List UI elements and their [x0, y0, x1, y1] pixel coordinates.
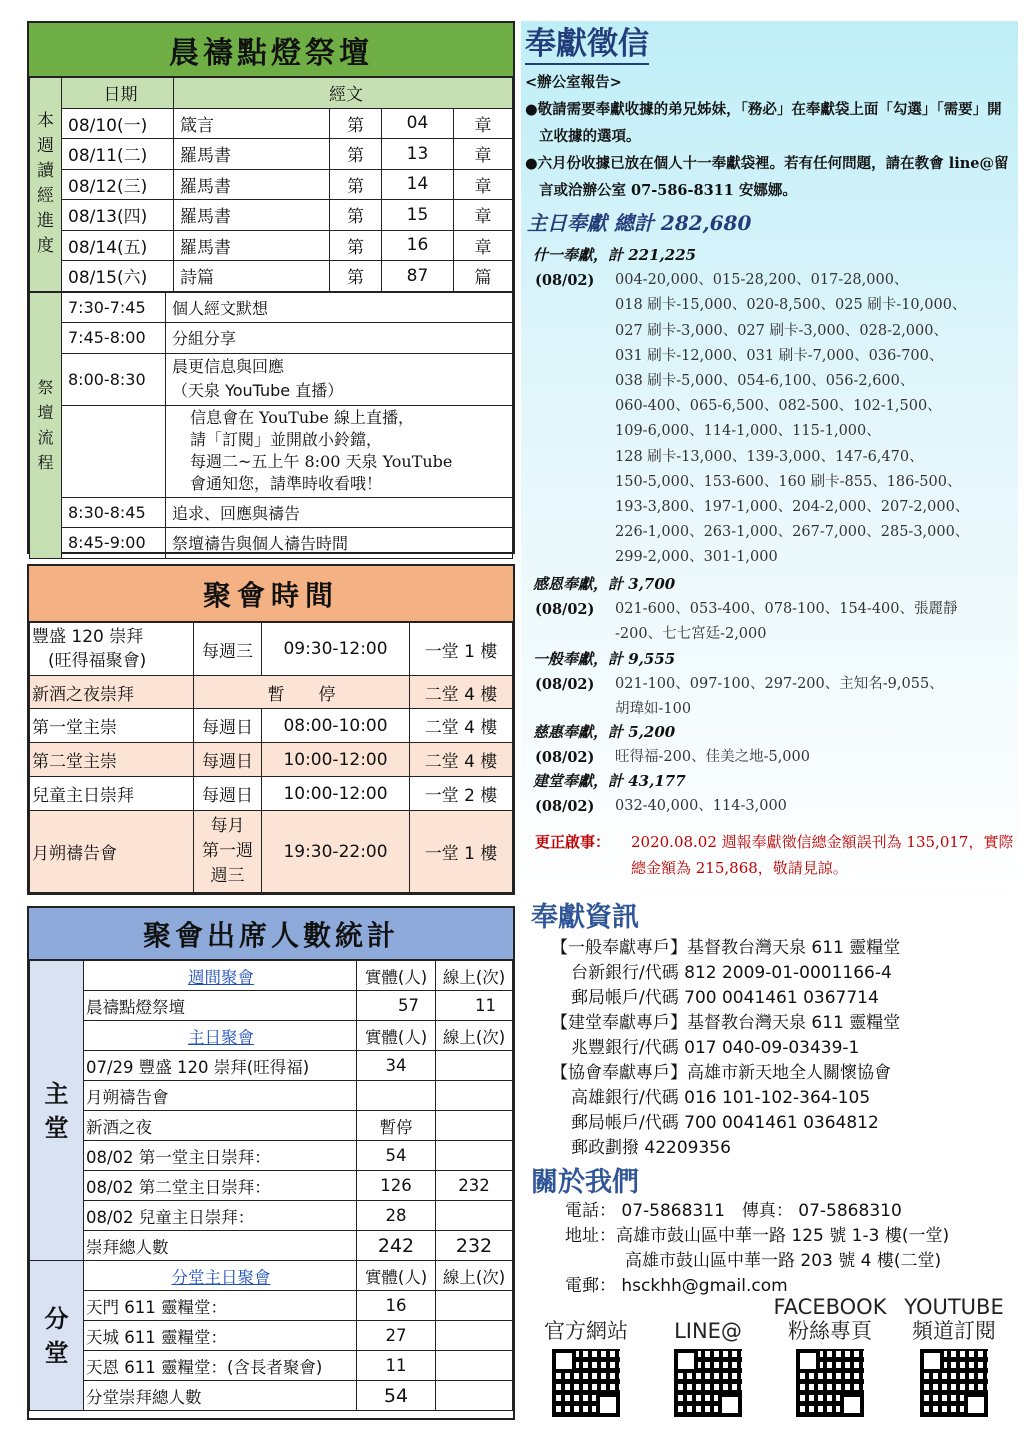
flow-time: 7:45-8:00 [62, 323, 166, 354]
about-title: 關於我們 [531, 1167, 639, 1198]
reading-title: 晨禱點燈祭壇 [29, 23, 513, 77]
qr-code-icon [552, 1349, 620, 1417]
attendance-row: 天恩 611 靈糧堂：(含長者聚會) 11 [30, 1351, 513, 1381]
tithe-line: 038 刷卡-5,000、054-6,100、056-2,600、 [615, 373, 915, 390]
qr-code-icon [796, 1349, 864, 1417]
attendance-panel [27, 906, 515, 1420]
meeting-row: 第一堂主崇 每週日 08:00-10:00 二堂 4 樓 [30, 709, 513, 743]
branch-church-label: 分 堂 [30, 1261, 84, 1411]
col-date-header: 日期 [62, 78, 174, 109]
tithe-line: 150-5,000、153-600、160 刷卡-855、186-500、 [615, 473, 962, 490]
tithe-line: 226-1,000、263-1,000、267-7,000、285-3,000、 [615, 524, 970, 541]
branch-header: 分堂主日聚會 [84, 1261, 357, 1291]
flow-item: 追求、回應與禱告 [166, 497, 513, 528]
reading-row: 08/10(一) 箴言 第 04 章 [30, 108, 513, 139]
tithe-line: 018 刷卡-15,000、020-8,500、025 刷卡-10,000、 [615, 297, 967, 314]
flow-time: 7:30-7:45 [62, 292, 166, 323]
attendance-row: 晨禱點燈祭壇 57 11 [30, 991, 513, 1021]
attendance-total-row: 崇拜總人數 242 232 [30, 1231, 513, 1261]
reading-row: 08/12(三) 羅馬書 第 14 章 [30, 169, 513, 200]
qr-website[interactable]: 官方網站 [531, 1291, 641, 1417]
attendance-row: 08/02 第二堂主日崇拜： 126 232 [30, 1171, 513, 1201]
qr-line[interactable]: LINE@ [653, 1291, 763, 1417]
attendance-row: 08/02 第一堂主日崇拜： 54 [30, 1141, 513, 1171]
meetings-panel [27, 564, 515, 895]
reading-row: 08/14(五) 羅馬書 第 16 章 [30, 230, 513, 261]
qr-codes [531, 1291, 1017, 1441]
donation-accounts: 【一般奉獻專戶】基督教台灣天泉 611 靈糧堂 台新銀行/代碼 812 2009-01-0001166-4 郵局帳戶/代碼 700 0041461 0367714 【建堂奉獻專戶】基督教台灣天泉 611 靈糧堂 兆豐銀行/代碼 017 040-09-03439-1 【協會奉獻專戶】高雄市新天地全人關懷協會 高雄銀行/代碼 016 101-102-364-105 郵局帳戶/代碼 700 0041461 0364812 郵政劃撥 42209356 [551, 938, 901, 1158]
thanks-section: 感恩奉獻，計 3,700 (08/02) 021-600、053-400、078-100、154-400、張麗靜 -200、七七宮廷-2,000 [533, 575, 958, 643]
general-section: 一般奉獻，計 9,555 (08/02) 021-100、097-100、297-200、主知名-9,055、 胡瑋如-100 [533, 650, 944, 718]
attendance-row: 08/02 兒童主日崇拜： 28 [30, 1201, 513, 1231]
reading-panel [27, 21, 515, 554]
tithe-line: 299-2,000、301-1,000 [615, 549, 778, 566]
tithe-line: 027 刷卡-3,000、027 刷卡-3,000、028-2,000、 [615, 322, 948, 339]
attendance-table: 主 堂 週間聚會 實體(人) 線上(次) 晨禱點燈祭壇 57 11 主日聚會 實體(人) 線上(次) 07/29 豐盛 120 崇拜(旺得福) 34 月朔禱告會 新酒之夜 暫停 08/02 第一堂主日崇拜： 54 08/02 第二堂主日崇拜： 126 232 08/02 兒童主日崇拜： 28 崇拜總人數 242 232 分 堂 分堂主日聚會 實體(人) 線上(次) 天門 611 靈糧堂： 16 天城 611 靈糧堂： 27 天恩 611 靈糧堂：(含長者聚會) 11 分堂崇拜總人數 54 [29, 960, 513, 1411]
attendance-row: 新酒之夜 暫停 [30, 1111, 513, 1141]
tithe-line: 109-6,000、114-1,000、115-1,000、 [615, 423, 881, 440]
attendance-row: 07/29 豐盛 120 崇拜(旺得福) 34 [30, 1051, 513, 1081]
reading-table [29, 77, 513, 292]
reading-row: 08/13(四) 羅馬書 第 15 章 [30, 200, 513, 231]
qr-facebook[interactable]: FACEBOOK 粉絲專頁 [775, 1291, 885, 1417]
qr-code-icon [674, 1349, 742, 1417]
flow-table [29, 292, 513, 559]
contact-info: 電話： 07-5868311 傳真： 07-5868310 地址：高雄市鼓山區中華一路 125 號 1-3 樓(一堂) 高雄市鼓山區中華一路 203 號 4 樓(二堂) 電郵： hsckhh@gmail.com [565, 1201, 950, 1296]
office-report: <辦公室報告> ●敬請需要奉獻收據的弟兄姊妹，「務必」在奉獻袋上面「勾選」「需要」開立收據的選項。 ●六月份收據已放在個人十一奉獻袋裡。若有任何問題，請在教會 line@留言或洽辦公室 07-586-8311 安娜娜。 [525, 74, 1009, 199]
reading-row: 08/15(六) 詩篇 第 87 篇 [30, 261, 513, 292]
reading-row: 08/11(二) 羅馬書 第 13 章 [30, 139, 513, 170]
attendance-title: 聚會出席人數統計 [29, 908, 513, 960]
flow-item: 祭壇禱告與個人禱告時間 [166, 528, 513, 559]
meeting-row: 第二堂主崇 每週日 10:00-12:00 二堂 4 樓 [30, 743, 513, 777]
building-section: 建堂奉獻，計 43,177 (08/02) 032-40,000、114-3,000 [533, 772, 787, 816]
tithe-line: 128 刷卡-13,000、139-3,000、147-6,470、 [615, 448, 924, 465]
reading-side-label: 本 週 讀 經 進 度 [30, 78, 62, 292]
meetings-title: 聚會時間 [29, 566, 513, 622]
flow-time: 8:00-8:30 [62, 353, 166, 405]
right-column [521, 21, 1018, 1441]
qr-code-icon [920, 1349, 988, 1417]
charity-section: 慈惠奉獻，計 5,200 (08/02) 旺得福-200、佳美之地-5,000 [533, 723, 810, 767]
meeting-row: 豐盛 120 崇拜 (旺得福聚會) 每週三 09:30-12:00 一堂 1 樓 [30, 623, 513, 676]
tithe-line: 004-20,000、015-28,200、017-28,000、 [615, 272, 909, 289]
weekly-header: 週間聚會 [84, 961, 357, 991]
correction-notice: 更正啟事： 2020.08.02 週報奉獻徵信總金額誤刊為 135,017，實際總金額為 215,868，敬請見諒。 [535, 833, 1014, 877]
qr-youtube[interactable]: YOUTUBE 頻道訂閱 [899, 1291, 1009, 1417]
sunday-offering-total: 主日奉獻 總計 282,680 [527, 211, 752, 235]
youtube-note: 信息會在 YouTube 線上直播， 請「訂閱」並開啟小鈴鐺， 每週二~五上午 8:00 天泉 YouTube 會通知您，請準時收看哦！ [166, 405, 513, 497]
branch-total-row: 分堂崇拜總人數 54 [30, 1381, 513, 1411]
sunday-header: 主日聚會 [84, 1021, 357, 1051]
flow-item: 晨更信息與回應 （天泉 YouTube 直播） [166, 353, 513, 405]
attendance-row: 月朔禱告會 [30, 1081, 513, 1111]
meeting-row: 新酒之夜崇拜 暫 停 二堂 4 樓 [30, 676, 513, 709]
col-text-header: 經文 [174, 78, 513, 109]
attendance-row: 天門 611 靈糧堂： 16 [30, 1291, 513, 1321]
flow-time: 8:45-9:00 [62, 528, 166, 559]
tithe-line: 193-3,800、197-1,000、204-2,000、207-2,000、 [615, 499, 970, 516]
donation-info-title: 奉獻資訊 [531, 902, 639, 933]
flow-side-label: 祭 壇 流 程 [30, 292, 62, 558]
flow-item: 分組分享 [166, 323, 513, 354]
flow-item: 個人經文默想 [166, 292, 513, 323]
donation-title: 奉獻徵信 [525, 25, 649, 65]
main-church-label: 主 堂 [30, 961, 84, 1261]
tithe-line: 031 刷卡-12,000、031 刷卡-7,000、036-700、 [615, 347, 944, 364]
flow-time: 8:30-8:45 [62, 497, 166, 528]
meetings-table [29, 622, 513, 893]
attendance-row: 天城 611 靈糧堂： 27 [30, 1321, 513, 1351]
tithe-section: 什一奉獻，計 221,225 (08/02) 004-20,000、015-28,200、017-28,000、 018 刷卡-15,000、020-8,500、025 刷卡-10,000、 027 刷卡-3,000、027 刷卡-3,000、028-2,000、 031 刷卡-12,000、031 刷卡-7,000、036-700、 038 刷卡-5,000、054-6,100、056-2,600、 060-400、065-6,500、082-500、102-1,500、 109-6,000、114-1,000、115-1,000、 128 刷卡-13,000、139-3,000、147-6,470、 150-5,000、153-600、160 刷卡-855、186-500、 193-3,800、197-1,000、204-2,000、207-2,000、 226-1,000、263-1,000、267-7,000、285-3,000、 299-2,000、301-1,000 [521, 243, 1018, 571]
tithe-line: 060-400、065-6,500、082-500、102-1,500、 [615, 398, 942, 415]
meeting-row: 月朔禱告會 每月 第一週 週三 19:30-22:00 一堂 1 樓 [30, 811, 513, 893]
meeting-row: 兒童主日崇拜 每週日 10:00-12:00 一堂 2 樓 [30, 777, 513, 811]
